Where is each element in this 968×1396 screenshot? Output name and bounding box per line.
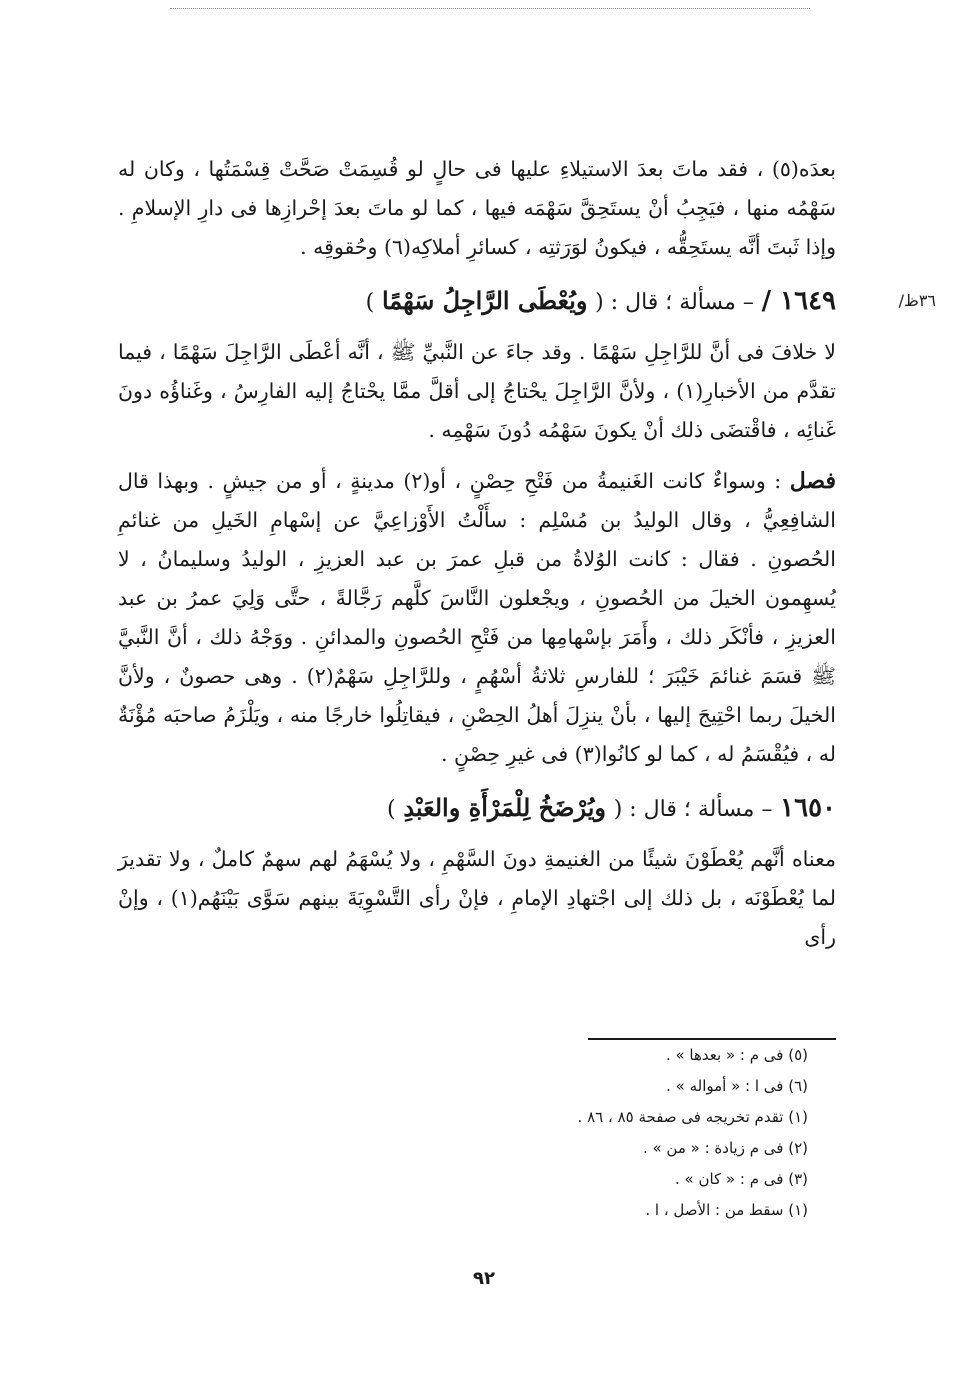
heading-masala-1650 [118,786,836,832]
masala-label: – مسألة ؛ قال : ( [595,290,754,315]
footnote-item: (٣) فى م : « كان » . [674,1170,808,1188]
masala-close: ) [387,797,396,822]
paragraph-1649: لا خلافَ فى أنَّ للرَّاجِلِ سَهْمًا . وقد جاءَ عن النَّبيِّ ﷺ ، أنَّه أعْطَى الرَّاجِلَ سَهْمًا ، فيما تقدَّم من الأخبارِ(١) ، ولأنَّ الرَّاجِلَ يحْتاجُ إلى أقلَّ ممَّا يحْتاجُ إليه الفارِسُ ، وغَناؤُه دونَ غَنائِه ، فاقْتضَى ذلك أنْ يكونَ سَهْمُه دُونَ سَهْمِه . [118,340,836,442]
spacer [118,450,836,462]
heading-masala-1649 [118,279,936,325]
footnote-item: (٢) فى م زيادة : « من » . [642,1139,808,1157]
footnote-item: (١) سقط من : الأصل ، ا . [645,1201,808,1219]
paragraph-fasl [118,462,836,774]
page-number: ٩٢ [473,1268,495,1289]
masala-title: ويُعْطَى الرَّاجِلُ سَهْمًا [381,286,588,315]
masala-label: – مسألة ؛ قال : ( [613,797,773,822]
main-text [118,150,936,957]
scan-edge [170,8,810,10]
footnote-item: (١) تقدم تخريجه فى صفحة ٨٥ ، ٨٦ . [577,1108,808,1126]
masala-number: ١٦٥٠ [780,793,836,823]
footnotes [118,1040,808,1226]
masala-title: ويُرْضَخُ لِلْمَرْأَةِ والعَبْدِ [403,793,607,822]
paragraph-intro: بعدَه(٥) ، فقد ماتَ بعدَ الاستيلاءِ عليها فى حالٍ لو قُسِمَتْ صَحَّتْ قِسْمَتُها ، وكان له سَهْمُه منها ، فيَجِبُ أنْ يستَحِقَّ سَهْمَه فيها ، كما لو ماتَ بعدَ إحْرازِها فى دارِ الإسلامِ . وإذا ثَبتَ أنَّه يستَحِقُّه ، فيكونُ لوَرَثتِه ، كسائرِ أملاكِه(٦) وحُقوقِه . [118,157,836,259]
margin-folio-note: ٣٦ظ/ [898,291,936,310]
footnote-item: (٦) فى ا : « أمواله » . [666,1077,808,1095]
paragraph-1650: معناه أنَّهم يُعْطَوْنَ شيئًا من الغنيمةِ دونَ السَّهْمِ ، ولا يُسْهَمُ لهم سهمٌ كاملٌ ، ولا تقديرَ لما يُعْطَوْنَه ، بل ذلك إلى اجْتهادِ الإمامِ ، فإنْ رأى التَّسْوِيَةَ بينهم سَوَّى بَيْنَهُم(١) ، وإنْ رأى [118,847,836,949]
fasl-text: : وسواءٌ كانت الغَنيمةُ من فَتْحِ حِصْنٍ ، أو(٢) مدينةٍ ، أو من جيشٍ . وبهذا قال الشافِعِيُّ ، وقال الوليدُ بن مُسْلِم : سأَلْتُ الأَوْزاعِيَّ عن إسْهامِ الخَيلِ من غنائمِ الحُصونِ . فقال : كانت الوُلاةُ من قبلِ عمرَ بن عبد العزيزِ ، الوليدُ وسليمانُ ، لا يُسهِمون الخيلَ من الحُصونِ ، ويجْعلون النَّاسَ كلَّهم رَجَّالةً ، حتَّى وَلِيَ عمرُ بن عبد العزيزِ ، فأنْكَر ذلك ، وأَمَرَ بإسْهامِها من فَتْحِ الحُصونِ والمدائنِ . ووَجْهُ ذلك ، أنَّ النَّبيَّ ﷺ قسَمَ غنائمَ خَيْبَرَ ؛ للفارسِ ثلاثةُ أسْهُمٍ ، وللرَّاجِلِ سَهْمٌ(٢) . وهى حصونٌ ، ولأنَّ الخيلَ ربما احْتِيجَ إليها ، بأنْ ينزِلَ أهلُ الحِصْنِ ، فيقاتِلُوا خارجًا منه ، ويَلْزَمُ صاحبَه مُؤْنَةٌ له ، فيُقْسَمُ له ، كما لو كانُوا(٣) فى غيرِ حِصْنٍ . [118,469,836,766]
footnote-item: (٥) فى م : « بعدها » . [665,1046,808,1064]
masala-close: ) [365,290,375,315]
fasl-lead: فصل [789,468,836,494]
masala-number: ١٦٤٩ / [761,286,836,316]
